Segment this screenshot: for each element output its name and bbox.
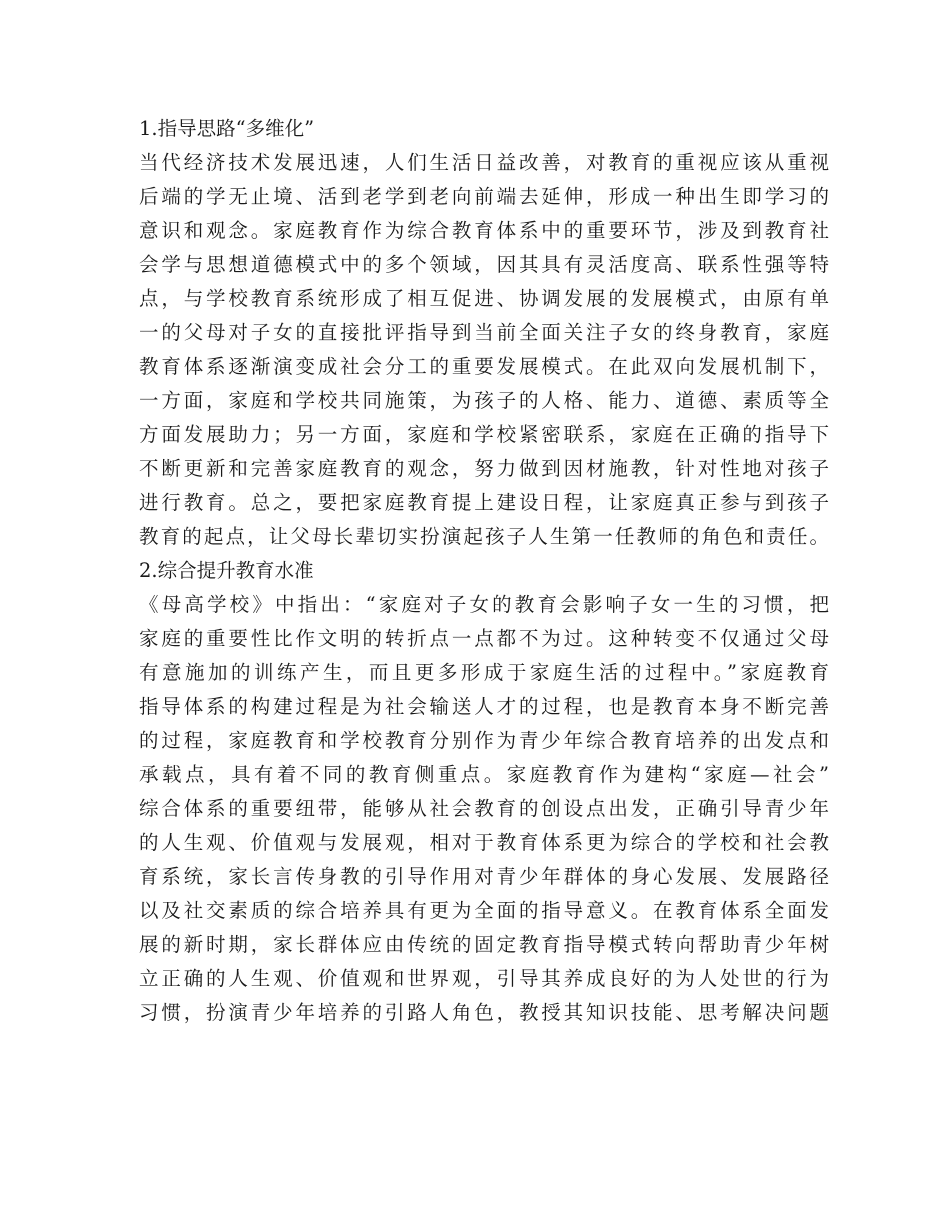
paragraph-line: 以及社交素质的综合培养具有更为全面的指导意义。在教育体系全面发 (139, 899, 829, 922)
paragraph-line: 家庭的重要性比作文明的转折点一点都不为过。这种转变不仅通过父母 (139, 627, 829, 650)
paragraph-line: 教育的起点，让父母长辈切实扮演起孩子人生第一任教师的角色和责任。 (139, 525, 829, 548)
paragraph-line: 意识和观念。家庭教育作为综合教育体系中的重要环节，涉及到教育社 (139, 219, 829, 242)
paragraph-line: 一方面，家庭和学校共同施策，为孩子的人格、能力、道德、素质等全 (139, 389, 829, 412)
section-heading-2: 2.综合提升教育水准 (139, 559, 314, 582)
paragraph-line: 一的父母对子女的直接批评指导到当前全面关注子女的终身教育，家庭 (139, 321, 829, 344)
paragraph-line: 承载点，具有着不同的教育侧重点。家庭教育作为建构“家庭—社会” (139, 763, 829, 786)
paragraph-line: 方面发展助力；另一方面，家庭和学校紧密联系，家庭在正确的指导下 (139, 423, 829, 446)
paragraph-line: 立正确的人生观、价值观和世界观，引导其养成良好的为人处世的行为 (139, 967, 829, 990)
paragraph-line: 点，与学校教育系统形成了相互促进、协调发展的发展模式，由原有单 (139, 287, 829, 310)
paragraph-line: 指导体系的构建过程是为社会输送人才的过程，也是教育本身不断完善 (139, 695, 829, 718)
paragraph-line: 进行教育。总之，要把家庭教育提上建设日程，让家庭真正参与到孩子 (139, 491, 829, 514)
paragraph-line: 的过程，家庭教育和学校教育分别作为青少年综合教育培养的出发点和 (139, 729, 829, 752)
paragraph-line: 育系统，家长言传身教的引导作用对青少年群体的身心发展、发展路径 (139, 865, 829, 888)
paragraph-line: 教育体系逐渐演变成社会分工的重要发展模式。在此双向发展机制下， (139, 355, 829, 378)
paragraph-line: 当代经济技术发展迅速，人们生活日益改善，对教育的重视应该从重视 (139, 151, 829, 174)
paragraph-line: 综合体系的重要纽带，能够从社会教育的创设点出发，正确引导青少年 (139, 797, 829, 820)
paragraph-line: 有意施加的训练产生，而且更多形成于家庭生活的过程中。”家庭教育 (139, 661, 829, 684)
paragraph-line: 的人生观、价值观与发展观，相对于教育体系更为综合的学校和社会教 (139, 831, 829, 854)
paragraph-line: 《母高学校》中指出：“家庭对子女的教育会影响子女一生的习惯，把 (139, 593, 829, 616)
section-heading-1: 1.指导思路“多维化” (139, 117, 315, 140)
document-body (139, 112, 829, 1030)
paragraph-line: 展的新时期，家长群体应由传统的固定教育指导模式转向帮助青少年树 (139, 933, 829, 956)
paragraph-line: 习惯，扮演青少年培养的引路人角色，教授其知识技能、思考解决问题 (139, 1001, 829, 1024)
paragraph-line: 不断更新和完善家庭教育的观念，努力做到因材施教，针对性地对孩子 (139, 457, 829, 480)
paragraph-line: 会学与思想道德模式中的多个领域，因其具有灵活度高、联系性强等特 (139, 253, 829, 276)
paragraph-line: 后端的学无止境、活到老学到老向前端去延伸，形成一种出生即学习的 (139, 185, 829, 208)
